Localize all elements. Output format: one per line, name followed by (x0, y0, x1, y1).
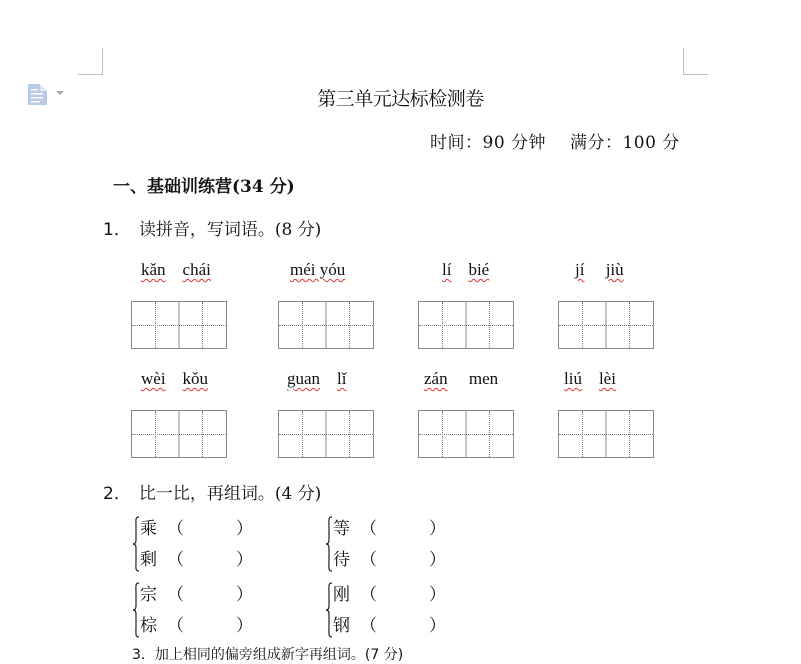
writing-grid[interactable] (278, 301, 374, 349)
pinyin-item: guan lǐ (287, 369, 347, 388)
question-prompt: 比一比，再组词。(4 分) (138, 484, 322, 504)
compare-group: 刚 （ ） 钢 （ ） (326, 580, 646, 644)
question-2 (103, 479, 321, 504)
writing-grid[interactable] (131, 301, 227, 349)
writing-grid[interactable] (278, 410, 374, 458)
pinyin-item: méi yóu (290, 260, 346, 279)
writing-grid[interactable] (558, 410, 654, 458)
exam-time: 时间：90 分钟 (430, 133, 547, 153)
exam-meta (430, 128, 698, 153)
pinyin-item: lí bié (442, 260, 490, 279)
page-title: 第三单元达标检测卷 (317, 88, 484, 110)
exam-full-score: 满分：100 分 (569, 133, 680, 153)
compare-group: 等 （ ） 待 （ ） (326, 514, 646, 578)
pinyin-item: zán men (424, 369, 499, 388)
brace-icon (326, 582, 332, 638)
pinyin-item: liú lèi (564, 369, 616, 388)
pinyin-item: kǎn chái (141, 260, 211, 279)
pinyin-item: wèi kǒu (141, 369, 209, 388)
writing-grid[interactable] (131, 410, 227, 458)
question-number: 1． (103, 220, 131, 240)
writing-grid[interactable] (418, 410, 514, 458)
brace-icon (133, 516, 139, 572)
compare-group: 乘 （ ） 剩 （ ） (133, 514, 453, 578)
section-heading: 一、基础训练营(34 分) (113, 177, 295, 197)
page-corner-top-left (78, 48, 103, 75)
page-corner-top-right (683, 48, 708, 75)
question-prompt: 读拼音，写词语。(8 分) (138, 220, 322, 240)
brace-icon (133, 582, 139, 638)
pinyin-item: jí jiù (575, 260, 624, 279)
question-1 (103, 215, 321, 240)
brace-icon (326, 516, 332, 572)
writing-grid[interactable] (418, 301, 514, 349)
question-number: 2． (103, 484, 131, 504)
compare-group: 宗 （ ） 棕 （ ） (133, 580, 453, 644)
question-3: 3．加上相同的偏旁组成新字再组词。(7 分) (132, 647, 404, 663)
writing-grid[interactable] (558, 301, 654, 349)
